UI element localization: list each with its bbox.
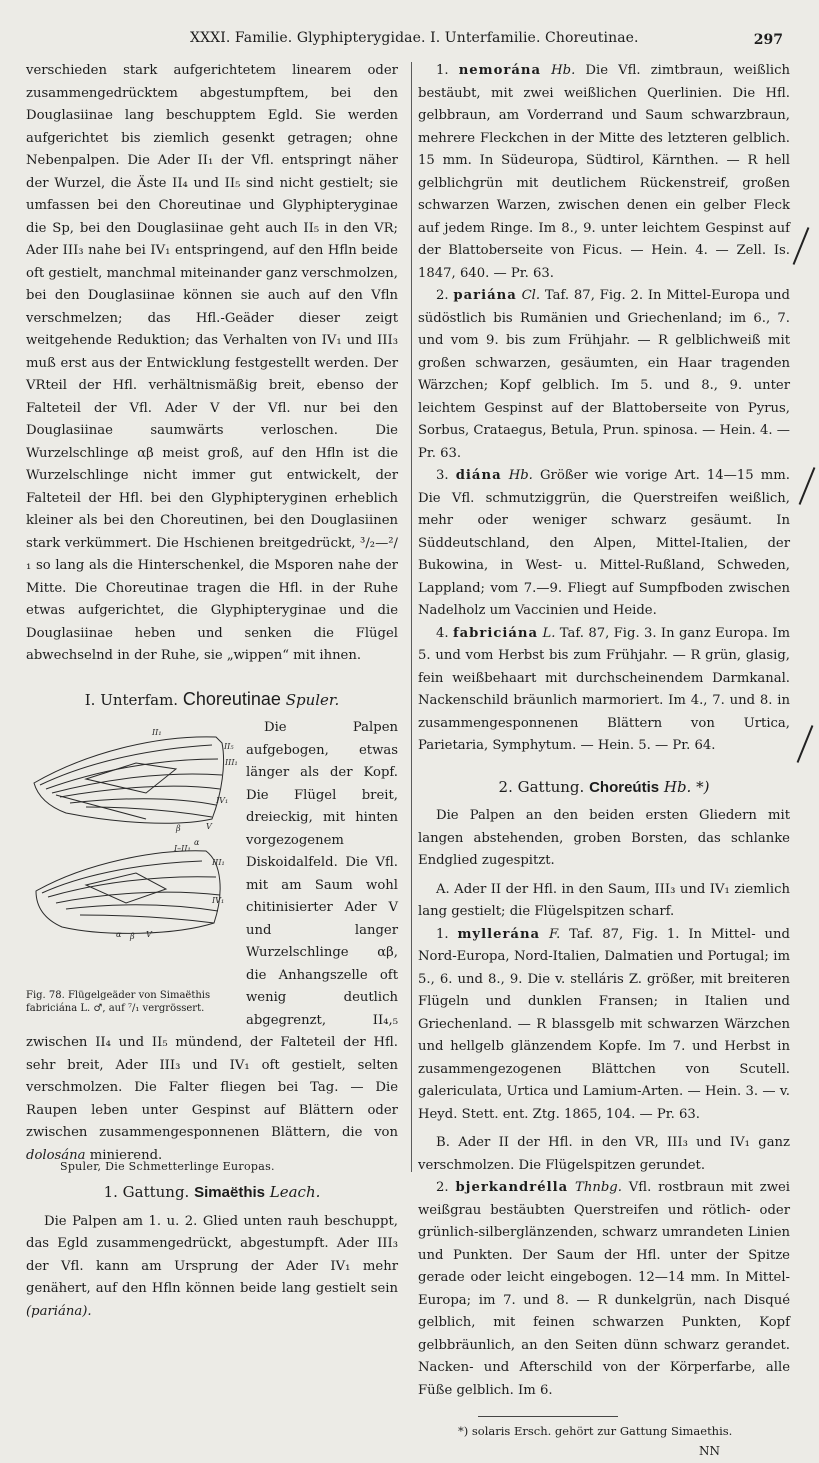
species-text: Taf. 87, Fig. 2. In Mittel-Europa und südöstlich bis Rumänien und Griechenland; im 6., 7. und vom 9. bis zum Frühjahr. — R gelblichweiß mit großen schwarzen, gesäumten, ein Haar tragenden Wärzchen; Kopf gelblich. Im 5. und 8., 9. unter leichtem Gespinst auf der Blattoberseite von Pyrus, Sorbus, Crataegus, Betula, Prun. spinosa. — Hein. 4. — Pr. 63. [418, 288, 790, 461]
species-author: F. [548, 926, 561, 942]
species-text: Größer wie vorige Art. 14—15 mm. Die Vfl. schmutziggrün, die Querstreifen weißlich, mehr oder weniger schwarz gesäumt. In Süddeutschland, den Alpen, Mittel-Italien, der Bukowina, in West- u. Mittel-Rußland, Schweden, Lappland; vom 7.—9. Fliegt auf Sumpfboden zwischen Nadelholz um Vaccinien und Heide. [418, 468, 790, 618]
svg-text:I–II₁: I–II₁ [174, 844, 191, 853]
running-head-title: XXXI. Familie. Glyphipterygidae. I. Unterfamilie. Choreutinae. [190, 30, 639, 46]
genus1-description [26, 1211, 398, 1324]
subfamily-description-end: minierend. [89, 1147, 163, 1163]
species-number: 1. [436, 926, 449, 942]
svg-text:V: V [206, 822, 212, 831]
svg-text:β: β [130, 932, 135, 941]
species-author: Hb. [551, 63, 576, 78]
genus1-description-text: Die Palpen am 1. u. 2. Glied unten rauh beschuppt, das Egld zusammengedrückt, abgestumpft. Ader III₃ der Vfl. kann am Ursprung der Ader IV₁ mehr genähert, auf den Hfln können beide lang gestielt sein [26, 1213, 398, 1296]
species-entry-myllerana [418, 924, 790, 1127]
species-author: Thnbg. [575, 1180, 622, 1195]
species-entry-pariana [418, 285, 790, 465]
species-author: L. [542, 625, 556, 641]
species-name: diána [455, 468, 502, 483]
species-number: 4. [436, 625, 449, 641]
species-number: 1. [436, 63, 449, 78]
genus1-description-italic: (pariána). [26, 1303, 92, 1319]
wing-venation-figure [26, 723, 238, 1015]
genus1-name: Simaëthis [194, 1184, 265, 1201]
species-text: Taf. 87, Fig. 1. In Mittel- und Nord-Europa, Nord-Italien, Dalmatien und Portugal; im 5., 6. und 8., 9. Die v. stelláris Z. größer, mit breiteren Flügeln und dunklen Fransen; in Italien und Griechenland. — R blassgelb mit schwarzen Wärzchen und hellgelb glänzendem Kopfe. Im 7. und Herbst in zusammengezogenen Blättchen von Scutell. galericulata, Urtica und Lamium-Arten. — Hein. 3. — v. Heyd. Stett. ent. Ztg. 1865, 104. — Pr. 63. [418, 926, 790, 1122]
left-column [26, 60, 398, 1323]
species-entry-bjerkandrella [418, 1177, 790, 1402]
signature-mark: NN [699, 1444, 720, 1458]
species-text: Die Vfl. zimtbraun, weißlich bestäubt, mit zwei weißlichen Querlinien. Die Hfl. gelbbraun, am Vorderrand und Saum schwarzbraun, mehrere Fleckchen in der Mitte des letzteren gelblich. 15 mm. In Südeuropa, Südtirol, Kärnthen. — R hell gelblichgrün mit deutlichem Rückenstreif, großen schwarzen Warzen, zwischen denen ein gelber Fleck auf jedem Ringe. Im 8., 9. unter leichtem Gespinst auf der Blattoberseite von Ficus. — Hein. 4. — Zell. Is. 1847, 640. — Pr. 63. [418, 63, 791, 281]
subfamily-description-italic: dolosána [26, 1147, 86, 1163]
figure-caption: Fig. 78. Flügelgeäder von Simaëthis fabriciána L. ♂, auf ⁷/₁ vergrössert. [26, 990, 211, 1014]
genus1-heading [26, 1181, 398, 1205]
svg-text:II₁: II₁ [152, 728, 162, 737]
page-number: 297 [753, 32, 783, 48]
subfamily-author: Spuler. [285, 690, 340, 709]
wing-venation-drawing [26, 723, 238, 983]
genus1-author: Leach. [269, 1183, 321, 1201]
margin-pencil-mark [799, 467, 816, 505]
right-column [418, 60, 790, 1463]
species-name: bjerkandrélla [455, 1180, 569, 1195]
subfamily-heading [26, 688, 398, 712]
footer-credit: Spuler, Die Schmetterlinge Europas. [60, 1160, 275, 1173]
species-author: Cl. [521, 288, 541, 303]
species-entry-nemorana [418, 60, 790, 285]
subfamily-description-text: Die Palpen aufgebogen, etwas länger als der Kopf. Die Flügel breit, dreieckig, mit hinten vorgezogenem Diskoidalfeld. Die Vfl. mit am Saum wohl chitinisierter Ader V und langer Wurzelschlinge αβ, die Anhangszelle oft wenig deutlich abgegrenzt, II₄,₅ zwischen II₄ und II₅ mündend, der Falteteil der Hfl. sehr breit, Ader III₃ und IV₁ oft gestielt, selten verschmolzen. Die Falter fliegen bei Tag. — Die Raupen leben unter Gespinst auf Blättern oder zwischen zusammengesponnenen Blättern, die von [26, 720, 398, 1140]
species-number: 3. [436, 468, 449, 483]
subfamily-name: Choreutinae [182, 688, 281, 709]
left-paragraph-1: verschieden stark aufgerichtetem linearem oder zusammengedrücktem abgestumpftem, bei den Douglasiinae lang beschupptem Egld. Sie werden aufgerichtet bis ziemlich gesenkt getragen; ohne Nebenpalpen. Die Ader II₁ der Vfl. entspringt näher der Wurzel, die Äste II₄ und II₅ sind nicht gestielt; sie umfassen bei den Choreutinae und Glyphipteryginae die Sp, bei den Douglasiinae geht auch II₅ in den VR; Ader III₃ nahe bei IV₁ entspringend, auf den Hfln beide oft gestielt, manchmal miteinander ganz verschmolzen, bei den Douglasiinae können sie auch auf den Vfln verschmelzen; das Hfl.-Geäder dieser zeigt weitgehende Reduktion; das Verhalten von IV₁ und III₃ muß erst aus der Entwicklung festgestellt werden. Der VRteil der Hfl. verhältnismäßig breit, ebenso der Falteteil der Vfl. Ader V der Vfl. nur bei den Douglasiinae saumwärts verloschen. Die Wurzelschlinge αβ meist groß, auf den Hfln ist die Wurzelschlinge nicht immer gut entwickelt, der Falteteil der Hfl. bei den Glyphipteryginen erheblich kleiner als bei den Choreutinen, bei den Douglasiinen stark verkümmert. Die Hschienen breitgedrückt, ³/₂—²/₁ so lang als die Hinterschenkel, die Msporen nahe der Mitte. Die Choreutinae tragen die Hfl. in der Ruhe etwas aufgerichtet, die Glyphipteryginae und die Douglasiinae heben und senken die Flügel abwechselnd in der Ruhe, sie „wippen“ mit ihnen. [26, 63, 398, 663]
subfamily-prefix: I. Unterfam. [84, 690, 179, 709]
species-entry-fabriciana [418, 623, 790, 758]
column-divider [411, 62, 412, 1172]
margin-pencil-mark [797, 725, 814, 763]
species-name: myllerána [457, 926, 541, 942]
svg-text:II₅: II₅ [224, 742, 234, 751]
margin-pencil-mark [793, 227, 810, 265]
svg-text:III₁: III₁ [225, 758, 238, 767]
species-name: pariána [453, 288, 517, 303]
species-number: 2. [436, 1180, 449, 1195]
svg-text:IV₁: IV₁ [216, 796, 229, 805]
footnote: *) solaris Ersch. gehört zur Gattung Simaethis. [458, 1424, 733, 1438]
species-name: nemorána [458, 63, 542, 78]
species-author: Hb. [508, 468, 533, 483]
genus1-prefix: 1. Gattung. [103, 1183, 190, 1201]
section-b: B. Ader II der Hfl. in den VR, III₃ und IV₁ ganz verschmolzen. Die Flügelspitzen gerundet. [418, 1135, 790, 1173]
genus2-heading [418, 776, 790, 800]
species-name: fabriciána [452, 625, 539, 641]
species-text: Taf. 87, Fig. 3. In ganz Europa. Im 5. und vom Herbst bis zum Frühjahr. — R grün, glasig, fein weißbehaart mit durchscheinendem Darmkanal. Nackenschild bräunlich marmoriert. Im 4., 7. und 8. in zusammengesponnenen Blättern von Urtica, Parietaria, Symphytum. — Hein. 5. — Pr. 64. [418, 625, 790, 753]
svg-text:β: β [176, 824, 181, 833]
footnote-rule [478, 1416, 618, 1417]
genus2-description: Die Palpen an den beiden ersten Gliedern mit langen abstehenden, groben Borsten, das schlanke Endglied zugespitzt. [418, 808, 790, 868]
species-text: Vfl. rostbraun mit zwei weißgrau bestäubten Querstreifen und rötlich- oder grünlich-silberglänzenden, schwarz umrandeten Linien und Punkten. Der Saum der Hfl. unter der Spitze gerade oder leicht eingebogen. 12—14 mm. In Mittel-Europa; im 7. und 8. — R dunkelgrün, nach Disqué gelblich, mit feinen schwarzen Punkten, Kopf gelbbräunlich, an den Seiten dünn schwarz gerandet. Nacken- und Afterschild von der Körperfarbe, alle Füße gelblich. Im 6. [418, 1180, 790, 1398]
genus2-name: Choreútis [589, 778, 660, 796]
svg-text:α: α [116, 930, 122, 939]
svg-text:III₁: III₁ [212, 858, 225, 867]
running-head [0, 30, 819, 54]
genus2-prefix: 2. Gattung. [498, 777, 585, 796]
section-a: A. Ader II der Hfl. in den Saum, III₃ und IV₁ ziemlich lang gestielt; die Flügelspitzen scharf. [418, 881, 790, 919]
svg-text:IV₁: IV₁ [212, 896, 225, 905]
genus2-author: Hb. *) [663, 777, 710, 796]
svg-text:α: α [194, 838, 200, 847]
svg-text:V: V [146, 930, 152, 939]
species-number: 2. [436, 288, 449, 303]
species-entry-diana [418, 465, 790, 623]
